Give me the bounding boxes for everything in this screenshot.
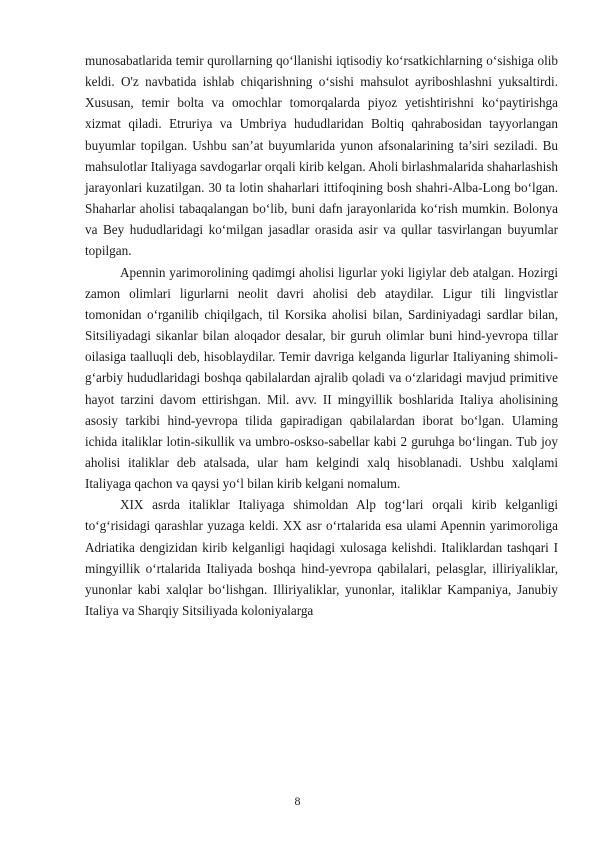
page-number: 8 <box>294 794 301 808</box>
paragraph-1: munosabatlarida temir qurollarning qo‘llanishi iqtisodiy ko‘rsatkichlarning o‘sishiga olib keldi. O'z navbatida ishlab chiqarishning o‘sishi mahsulot ayriboshlashni yuksaltirdi. Xususan, temir bolta va omochlar tomorqalarda piyoz yetishtirishni ko‘paytirishga xizmat qiladi. Etruriya va Umbriya hududlaridan Boltiq qahrabosidan tayyorlangan buyumlar topilgan. Ushbu san’at buyumlarida yunon afsonalarining ta’siri seziladi. Bu mahsulotlar Italiyaga savdogarlar orqali kirib kelgan. Aholi birlashmalarida shaharlashish jarayonlari kuzatilgan. 30 ta lotin shaharlari ittifoqining bosh shahri-Alba-Long bo‘lgan. Shaharlar aholisi tabaqalangan bo‘lib, buni dafn jarayonlarida ko‘rish mumkin. Bolonya va Bey hududlaridagi ko‘milgan jasadlar orasida asir va qullar tasvirlangan buyumlar topilgan. <box>85 53 558 259</box>
body-text <box>85 50 558 621</box>
paragraph-3: XIX asrda italiklar Italiyaga shimoldan Alp tog‘lari orqali kirib kelganligi to‘g‘risidagi qarashlar yuzaga keldi. XX asr o‘rtalarida esa ulami Apennin yarimoroliga Adriatika dengizidan kirib kelganligi haqidagi xulosaga kelishdi. Italiklardan tashqari I mingyillik o‘rtalarida Italiyada boshqa hind-yevropa qabilalari, pelasglar, illiriyaliklar, yunonlar kabi xalqlar bo‘lishgan. Illiriyaliklar, yunonlar, italiklar Kampaniya, Janubiy Italiya va Sharqiy Sitsiliyada koloniyalarga <box>85 497 558 619</box>
paragraph-2: Apennin yarimorolining qadimgi aholisi ligurlar yoki ligiylar deb atalgan. Hozirgi zamon olimlari ligurlarni neolit davri aholisi deb ataydilar. Ligur tili lingvistlar tomonidan o‘rganilib chiqilgach, til Korsika aholisi bilan, Sardiniyadagi sardlar bilan, Sitsiliyadagi sikanlar bilan aloqador desalar, bir guruh olimlar buni hind-yevropa tillar oilasiga taalluqli deb, hisoblaydilar. Temir davriga kelganda ligurlar Italiyaning shimoli-g‘arbiy hududlaridagi boshqa qabilalardan ajralib qoladi va o‘zlaridagi mavjud primitive hayot tarzini davom ettirishgan. Mil. avv. II mingyillik boshlarida Italiya aholisining asosiy tarkibi hind-yevropa tilida gapiradigan qabilalardan iborat bo‘lgan. Ulaming ichida italiklar lotin-sikullik va umbro-oskso-sabellar kabi 2 guruhga bo‘lingan. Tub joy aholisi italiklar deb atalsada, ular ham kelgindi xalq hisoblanadi. Ushbu xalqlami Italiyaga qachon va qaysi yo‘l bilan kirib kelgani nomalum. <box>85 264 558 492</box>
